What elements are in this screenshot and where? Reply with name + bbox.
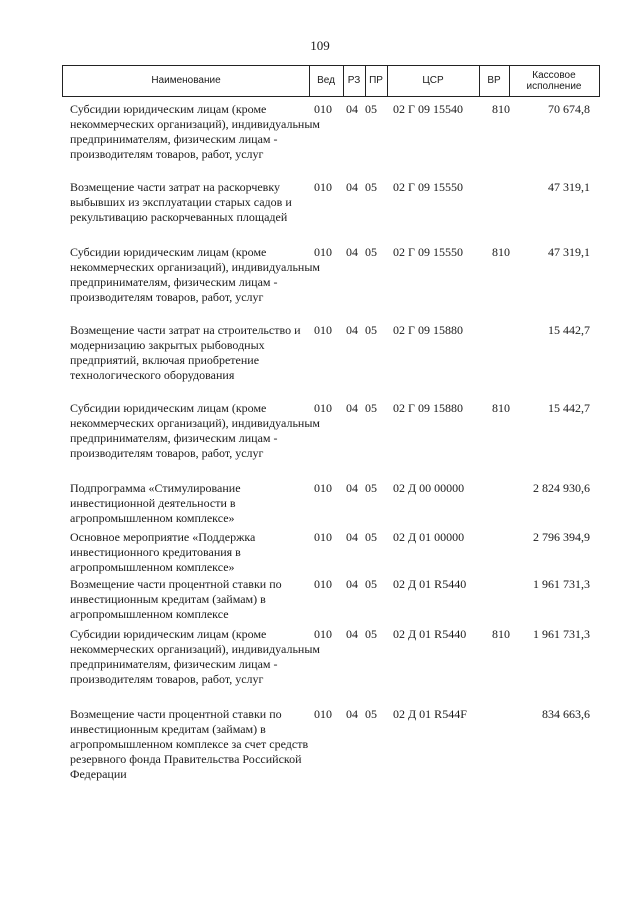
- row-csr: 02 Д 01 R544F: [393, 707, 467, 721]
- row-ved: 010: [314, 530, 332, 544]
- row-csr: 02 Д 00 00000: [393, 481, 465, 495]
- row-ved: 010: [314, 481, 332, 495]
- row-vr: 810: [492, 627, 510, 641]
- row-csr: 02 Д 01 R5440: [393, 627, 467, 641]
- row-ved: 010: [314, 627, 332, 641]
- row-vr: 810: [492, 245, 510, 259]
- row-csr: 02 Г 09 15550: [393, 245, 463, 259]
- row-ved: 010: [314, 323, 332, 337]
- row-csr: 02 Г 09 15880: [393, 401, 463, 415]
- row-sum: 47 319,1: [548, 180, 590, 194]
- row-sum: 2 824 930,6: [533, 481, 590, 495]
- row-rz: 04: [346, 102, 358, 116]
- row-sum: 2 796 394,9: [533, 530, 590, 544]
- row-sum: 15 442,7: [548, 323, 590, 337]
- row-pr: 05: [365, 180, 377, 194]
- row-vr: 810: [492, 401, 510, 415]
- row-sum: 47 319,1: [548, 245, 590, 259]
- row-rz: 04: [346, 481, 358, 495]
- row-csr: 02 Г 09 15540: [393, 102, 463, 116]
- row-csr: 02 Д 01 00000: [393, 530, 465, 544]
- row-pr: 05: [365, 245, 377, 259]
- header-sum: Кассовое исполнение: [526, 69, 582, 92]
- row-vr: 810: [492, 102, 510, 116]
- row-rz: 04: [346, 401, 358, 415]
- header-csr: ЦСР: [387, 66, 480, 96]
- row-pr: 05: [365, 481, 377, 495]
- row-sum: 70 674,8: [548, 102, 590, 116]
- row-pr: 05: [365, 102, 377, 116]
- row-ved: 010: [314, 707, 332, 721]
- row-name: Возмещение части процентной ставки по инвестиционным кредитам (займам) в агропромышленном комплексе за счет средств резервного фонда Правительства Российской Федерации: [70, 707, 309, 781]
- row-sum: 15 442,7: [548, 401, 590, 415]
- row-ved: 010: [314, 401, 332, 415]
- header-ved: Вед: [309, 66, 344, 96]
- row-rz: 04: [346, 245, 358, 259]
- row-rz: 04: [346, 323, 358, 337]
- row-ved: 010: [314, 577, 332, 591]
- header-vr: ВР: [479, 66, 510, 96]
- row-rz: 04: [346, 707, 358, 721]
- row-sum: 1 961 731,3: [533, 627, 590, 641]
- row-name: Субсидии юридическим лицам (кроме некоммерческих организаций), индивидуальным предпринимателям, физическим лицам - производителям товаров, работ, услуг: [70, 627, 320, 686]
- row-name: Подпрограмма «Стимулирование инвестиционной деятельности в агропромышленном комплексе»: [70, 481, 241, 525]
- row-pr: 05: [365, 707, 377, 721]
- row-sum: 1 961 731,3: [533, 577, 590, 591]
- row-pr: 05: [365, 577, 377, 591]
- header-rz: РЗ: [343, 66, 366, 96]
- header-pr: ПР: [365, 66, 388, 96]
- row-pr: 05: [365, 323, 377, 337]
- row-rz: 04: [346, 577, 358, 591]
- row-sum: 834 663,6: [542, 707, 590, 721]
- row-pr: 05: [365, 627, 377, 641]
- row-name: Субсидии юридическим лицам (кроме некоммерческих организаций), индивидуальным предпринимателям, физическим лицам - производителям товаров, работ, услуг: [70, 401, 320, 460]
- row-name: Основное мероприятие «Поддержка инвестиционного кредитования в агропромышленном комплексе»: [70, 530, 256, 574]
- row-csr: 02 Г 09 15550: [393, 180, 463, 194]
- row-csr: 02 Г 09 15880: [393, 323, 463, 337]
- row-pr: 05: [365, 530, 377, 544]
- row-name: Возмещение части затрат на строительство и модернизацию закрытых рыбоводных предприятий, включая приобретение технологического оборудования: [70, 323, 301, 382]
- row-name: Субсидии юридическим лицам (кроме некоммерческих организаций), индивидуальным предпринимателям, физическим лицам - производителям товаров, работ, услуг: [70, 102, 320, 161]
- row-ved: 010: [314, 180, 332, 194]
- row-rz: 04: [346, 530, 358, 544]
- row-csr: 02 Д 01 R5440: [393, 577, 467, 591]
- row-pr: 05: [365, 401, 377, 415]
- table-header: [62, 65, 600, 97]
- row-rz: 04: [346, 627, 358, 641]
- row-ved: 010: [314, 245, 332, 259]
- row-ved: 010: [314, 102, 332, 116]
- row-name: Возмещение части процентной ставки по инвестиционным кредитам (займам) в агропромышленном комплексе: [70, 577, 282, 621]
- header-name: Наименование: [63, 66, 310, 96]
- page-number: 109: [310, 38, 330, 53]
- row-name: Субсидии юридическим лицам (кроме некоммерческих организаций), индивидуальным предпринимателям, физическим лицам - производителям товаров, работ, услуг: [70, 245, 320, 304]
- row-rz: 04: [346, 180, 358, 194]
- row-name: Возмещение части затрат на раскорчевку выбывших из эксплуатации старых садов и рекультивацию раскорчеванных площадей: [70, 180, 292, 224]
